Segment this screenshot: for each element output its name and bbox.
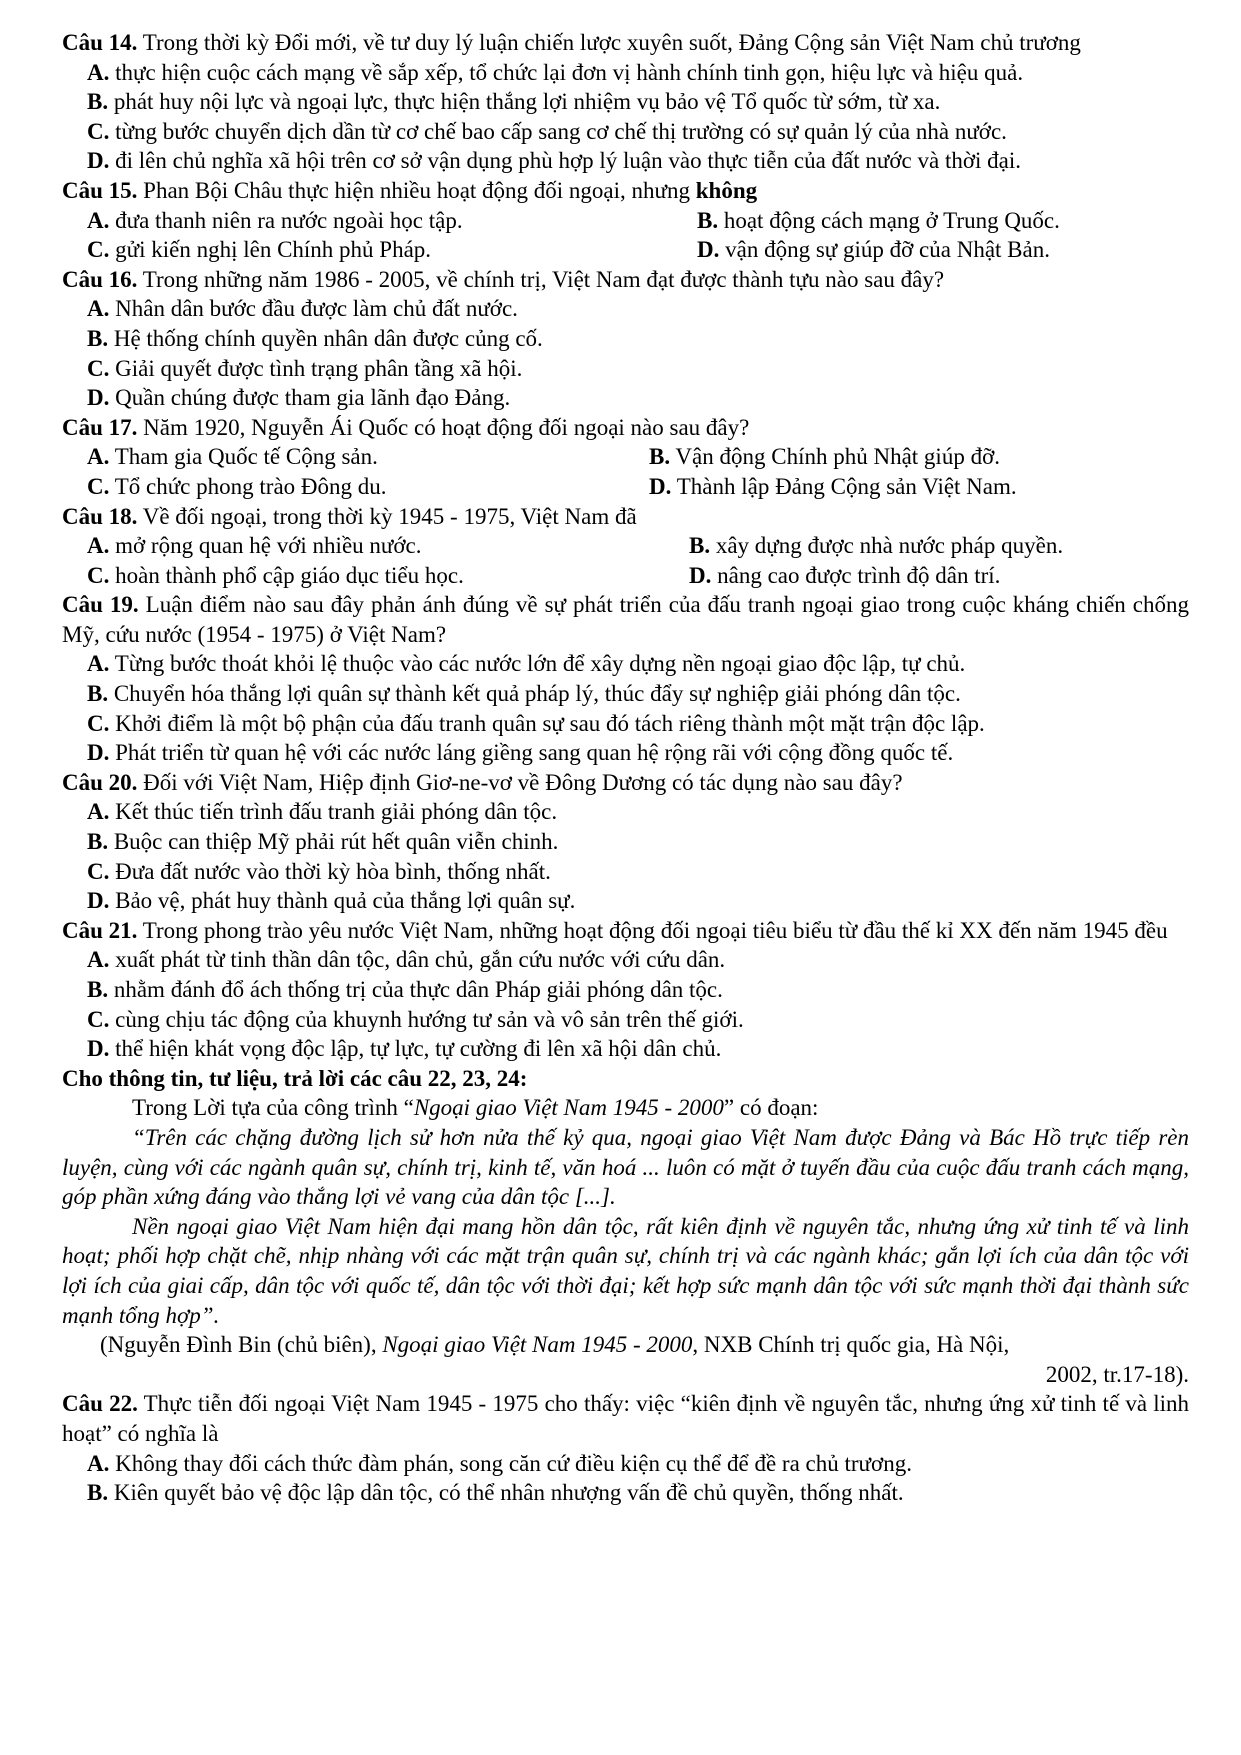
question-stem	[62, 176, 1189, 206]
option-text: Tham gia Quốc tế Cộng sản.	[109, 444, 378, 470]
option-b	[62, 827, 1189, 857]
option-a	[62, 294, 1189, 324]
option-label: A.	[87, 651, 110, 677]
option-label: D.	[87, 385, 110, 411]
option-text: Không thay đổi cách thức đàm phán, song căn cứ điều kiện cụ thể để đề ra chủ trương.	[109, 1450, 912, 1476]
option-label: A.	[87, 207, 110, 233]
question-number: Câu 18.	[62, 503, 138, 529]
option-text: Từng bước thoát khỏi lệ thuộc vào các nước lớn để xây dựng nền ngoại giao độc lập, tự chủ.	[109, 651, 966, 677]
option-text: mở rộng quan hệ với nhiều nước.	[109, 533, 422, 559]
question-text: Năm 1920, Nguyễn Ái Quốc có hoạt động đối ngoại nào sau đây?	[137, 414, 750, 440]
question-21	[62, 916, 1189, 1064]
intro-text: Trong Lời tựa của công trình “	[132, 1095, 414, 1121]
option-text: thực hiện cuộc cách mạng về sắp xếp, tổ chức lại đơn vị hành chính tinh gọn, hiệu lực và hiệu quả.	[109, 59, 1024, 85]
option-text: Buộc can thiệp Mỹ phải rút hết quân viễn chinh.	[108, 829, 559, 855]
question-stem	[62, 916, 1189, 946]
option-a	[62, 797, 1189, 827]
question-number: Câu 19.	[62, 592, 139, 618]
option-label: B.	[689, 533, 711, 559]
option-text: Hệ thống chính quyền nhân dân được củng cố.	[108, 325, 543, 351]
option-d	[649, 472, 1189, 502]
option-label: C.	[87, 1006, 110, 1032]
option-b	[62, 679, 1189, 709]
question-18	[62, 502, 1189, 591]
option-a	[62, 58, 1189, 88]
option-d	[62, 383, 1189, 413]
option-b	[62, 975, 1189, 1005]
option-label: C.	[87, 858, 110, 884]
options-grid	[62, 442, 1189, 501]
question-emphasis: không	[695, 177, 758, 203]
option-text: Khởi điểm là một bộ phận của đấu tranh quân sự sau đó tách riêng thành một mặt trận độc lập.	[109, 710, 985, 736]
option-label: A.	[87, 799, 110, 825]
option-label: B.	[87, 977, 109, 1002]
option-c	[62, 117, 1189, 147]
option-text: nâng cao được trình độ dân trí.	[711, 562, 1001, 588]
citation	[62, 1330, 1189, 1360]
question-14	[62, 28, 1189, 176]
question-stem	[62, 413, 1189, 443]
option-label: D.	[87, 740, 110, 766]
option-label: C.	[87, 237, 110, 263]
option-label: C.	[87, 473, 110, 499]
option-text: Kiên quyết bảo vệ độc lập dân tộc, có thể nhân nhượng vấn đề chủ quyền, thống nhất.	[108, 1480, 904, 1506]
option-b	[62, 324, 1189, 354]
work-title: Ngoại giao Việt Nam 1945 - 2000	[413, 1095, 724, 1121]
option-text: xuất phát từ tinh thần dân tộc, dân chủ, gắn cứu nước với cứu dân.	[109, 947, 726, 973]
option-label: D.	[697, 237, 720, 263]
option-b	[62, 1478, 1189, 1508]
question-number: Câu 14.	[62, 30, 138, 55]
option-c	[62, 1005, 1189, 1035]
options-grid	[62, 206, 1189, 265]
option-label: A.	[87, 444, 110, 470]
option-label: D.	[87, 1036, 110, 1062]
option-d	[697, 235, 1189, 265]
option-b	[689, 531, 1189, 561]
question-number: Câu 17.	[62, 414, 138, 440]
work-title: Ngoại giao Việt Nam 1945 - 2000	[382, 1332, 693, 1358]
option-d	[62, 886, 1189, 916]
options-grid	[62, 531, 1189, 590]
option-text: Bảo vệ, phát huy thành quả của thắng lợi quân sự.	[109, 888, 576, 914]
question-text: Đối với Việt Nam, Hiệp định Giơ-ne-vơ về Đông Dương có tác dụng nào sau đây?	[137, 769, 903, 795]
option-text: hoàn thành phổ cập giáo dục tiểu học.	[109, 562, 464, 588]
option-label: A.	[87, 533, 110, 559]
question-stem	[62, 28, 1189, 58]
option-text: Kết thúc tiến trình đấu tranh giải phóng dân tộc.	[109, 799, 558, 825]
question-19	[62, 590, 1189, 768]
option-text: đi lên chủ nghĩa xã hội trên cơ sở vận dụng phù hợp lý luận vào thực tiễn của đất nước và thời đại.	[109, 148, 1021, 174]
option-d	[689, 561, 1189, 591]
option-label: D.	[689, 562, 712, 588]
option-label: B.	[87, 89, 109, 115]
option-c	[62, 857, 1189, 887]
option-label: D.	[649, 473, 672, 499]
option-text: từng bước chuyển dịch dần từ cơ chế bao cấp sang cơ chế thị trường có sự quản lý của nhà nước.	[109, 118, 1007, 144]
option-text: Giải quyết được tình trạng phân tầng xã hội.	[109, 355, 523, 381]
option-a	[87, 206, 697, 236]
citation-text: (Nguyễn Đình Bin (chủ biên),	[100, 1332, 383, 1358]
option-d	[62, 1034, 1189, 1064]
option-text: vận động sự giúp đỡ của Nhật Bản.	[719, 237, 1050, 263]
question-22	[62, 1389, 1189, 1507]
option-label: A.	[87, 947, 110, 973]
passage-paragraph-2: Nền ngoại giao Việt Nam hiện đại mang hồn dân tộc, rất kiên định về nguyên tắc, nhưng ứng xử tinh tế và linh hoạt; phối hợp chặt chẽ, nhịp nhàng với các mặt trận quân sự, chính trị và các ngành khác; gắn lợi ích của dân tộc với lợi ích của giai cấp, dân tộc với quốc tế, dân tộc với thời đại; kết hợp sức mạnh dân tộc với sức mạnh thời đại thành sức mạnh tổng hợp”.	[62, 1213, 1189, 1328]
option-label: C.	[87, 355, 110, 381]
question-text: Trong thời kỳ Đổi mới, về tư duy lý luận chiến lược xuyên suốt, Đảng Cộng sản Việt Nam chủ trương	[137, 30, 1081, 55]
option-text: Vận động Chính phủ Nhật giúp đỡ.	[670, 444, 1000, 470]
exam-page	[62, 28, 1189, 1508]
option-text: Chuyển hóa thắng lợi quân sự thành kết quả pháp lý, thúc đẩy sự nghiệp giải phóng dân tộc.	[108, 681, 961, 707]
source-passage	[62, 1064, 1189, 1390]
option-text: phát huy nội lực và ngoại lực, thực hiện thắng lợi nhiệm vụ bảo vệ Tổ quốc từ sớm, từ xa.	[108, 89, 941, 115]
option-text: gửi kiến nghị lên Chính phủ Pháp.	[109, 237, 432, 263]
option-label: A.	[87, 59, 110, 85]
option-b	[697, 206, 1189, 236]
option-text: Nhân dân bước đầu được làm chủ đất nước.	[109, 296, 518, 322]
question-text: Về đối ngoại, trong thời kỳ 1945 - 1975, Việt Nam đã	[137, 503, 637, 529]
question-text: Phan Bội Châu thực hiện nhiều hoạt động đối ngoại, nhưng	[137, 177, 696, 203]
option-text: Phát triển từ quan hệ với các nước láng giềng sang quan hệ rộng rãi với cộng đồng quốc tế.	[109, 740, 954, 766]
option-b	[62, 87, 1189, 117]
question-number: Câu 16.	[62, 266, 138, 292]
option-label: A.	[87, 296, 110, 322]
option-b	[649, 442, 1189, 472]
option-text: Đưa đất nước vào thời kỳ hòa bình, thống nhất.	[109, 858, 551, 884]
question-stem	[62, 502, 1189, 532]
option-label: B.	[87, 829, 109, 855]
option-c	[62, 354, 1189, 384]
citation-end: 2002, tr.17-18).	[1045, 1361, 1189, 1387]
question-16	[62, 265, 1189, 413]
section-title: Cho thông tin, tư liệu, trả lời các câu 22, 23, 24:	[62, 1065, 528, 1091]
option-text: Quần chúng được tham gia lãnh đạo Đảng.	[109, 385, 511, 411]
option-text: cùng chịu tác động của khuynh hướng tư sản và vô sản trên thế giới.	[109, 1006, 744, 1032]
option-c	[62, 709, 1189, 739]
question-number: Câu 22.	[62, 1391, 138, 1417]
question-text: Luận điểm nào sau đây phản ánh đúng về sự phát triển của đấu tranh ngoại giao trong cuộc kháng chiến chống Mỹ, cứu nước (1954 - 1975) ở Việt Nam?	[62, 592, 1189, 647]
option-a	[87, 442, 649, 472]
question-stem	[62, 1389, 1189, 1448]
option-label: B.	[649, 444, 671, 470]
option-label: D.	[87, 888, 110, 914]
option-c	[87, 472, 649, 502]
citation-text: , NXB Chính trị quốc gia, Hà Nội,	[692, 1332, 1010, 1358]
option-text: Thành lập Đảng Cộng sản Việt Nam.	[671, 473, 1017, 499]
option-label: C.	[87, 562, 110, 588]
option-a	[62, 649, 1189, 679]
question-15	[62, 176, 1189, 265]
question-stem	[62, 265, 1189, 295]
passage-paragraph-1: “Trên các chặng đường lịch sử hơn nửa thế kỷ qua, ngoại giao Việt Nam được Đảng và Bác Hồ trực tiếp rèn luyện, cùng với các ngành quân sự, chính trị, kinh tế, văn hoá ... luôn có mặt ở tuyến đầu của cuộc đấu tranh cách mạng, góp phần xứng đáng vào thắng lợi vẻ vang của dân tộc [...].	[62, 1124, 1189, 1210]
option-a	[87, 531, 689, 561]
question-number: Câu 15.	[62, 177, 138, 203]
option-a	[62, 945, 1189, 975]
option-text: hoạt động cách mạng ở Trung Quốc.	[718, 207, 1060, 233]
question-stem	[62, 768, 1189, 798]
option-text: Tổ chức phong trào Đông du.	[109, 473, 387, 499]
question-stem	[62, 590, 1189, 649]
option-text: xây dựng được nhà nước pháp quyền.	[710, 533, 1064, 559]
question-number: Câu 20.	[62, 769, 138, 795]
option-d	[62, 146, 1189, 176]
question-number: Câu 21.	[62, 917, 138, 943]
intro-text: ” có đoạn:	[723, 1095, 819, 1121]
question-17	[62, 413, 1189, 502]
option-c	[87, 561, 689, 591]
option-label: D.	[87, 148, 110, 174]
question-text: Trong những năm 1986 - 2005, về chính trị, Việt Nam đạt được thành tựu nào sau đây?	[137, 266, 945, 292]
option-label: B.	[87, 325, 109, 351]
option-c	[87, 235, 697, 265]
option-text: đưa thanh niên ra nước ngoài học tập.	[109, 207, 463, 233]
option-label: B.	[87, 681, 109, 707]
question-text: Trong phong trào yêu nước Việt Nam, những hoạt động đối ngoại tiêu biểu từ đầu thế kỉ XX đến năm 1945 đều	[137, 917, 1168, 943]
option-label: C.	[87, 118, 110, 144]
question-20	[62, 768, 1189, 916]
option-a	[62, 1449, 1189, 1479]
option-text: thể hiện khát vọng độc lập, tự lực, tự cường đi lên xã hội dân chủ.	[109, 1036, 722, 1062]
option-label: B.	[697, 207, 719, 233]
passage-intro	[62, 1093, 1189, 1123]
option-text: nhằm đánh đổ ách thống trị của thực dân Pháp giải phóng dân tộc.	[108, 977, 723, 1002]
option-label: B.	[87, 1480, 109, 1506]
option-label: A.	[87, 1450, 110, 1476]
option-label: C.	[87, 710, 110, 736]
option-d	[62, 738, 1189, 768]
question-text: Thực tiễn đối ngoại Việt Nam 1945 - 1975 cho thấy: việc “kiên định về nguyên tắc, nhưng ứng xử tinh tế và linh hoạt” có nghĩa là	[62, 1391, 1189, 1446]
